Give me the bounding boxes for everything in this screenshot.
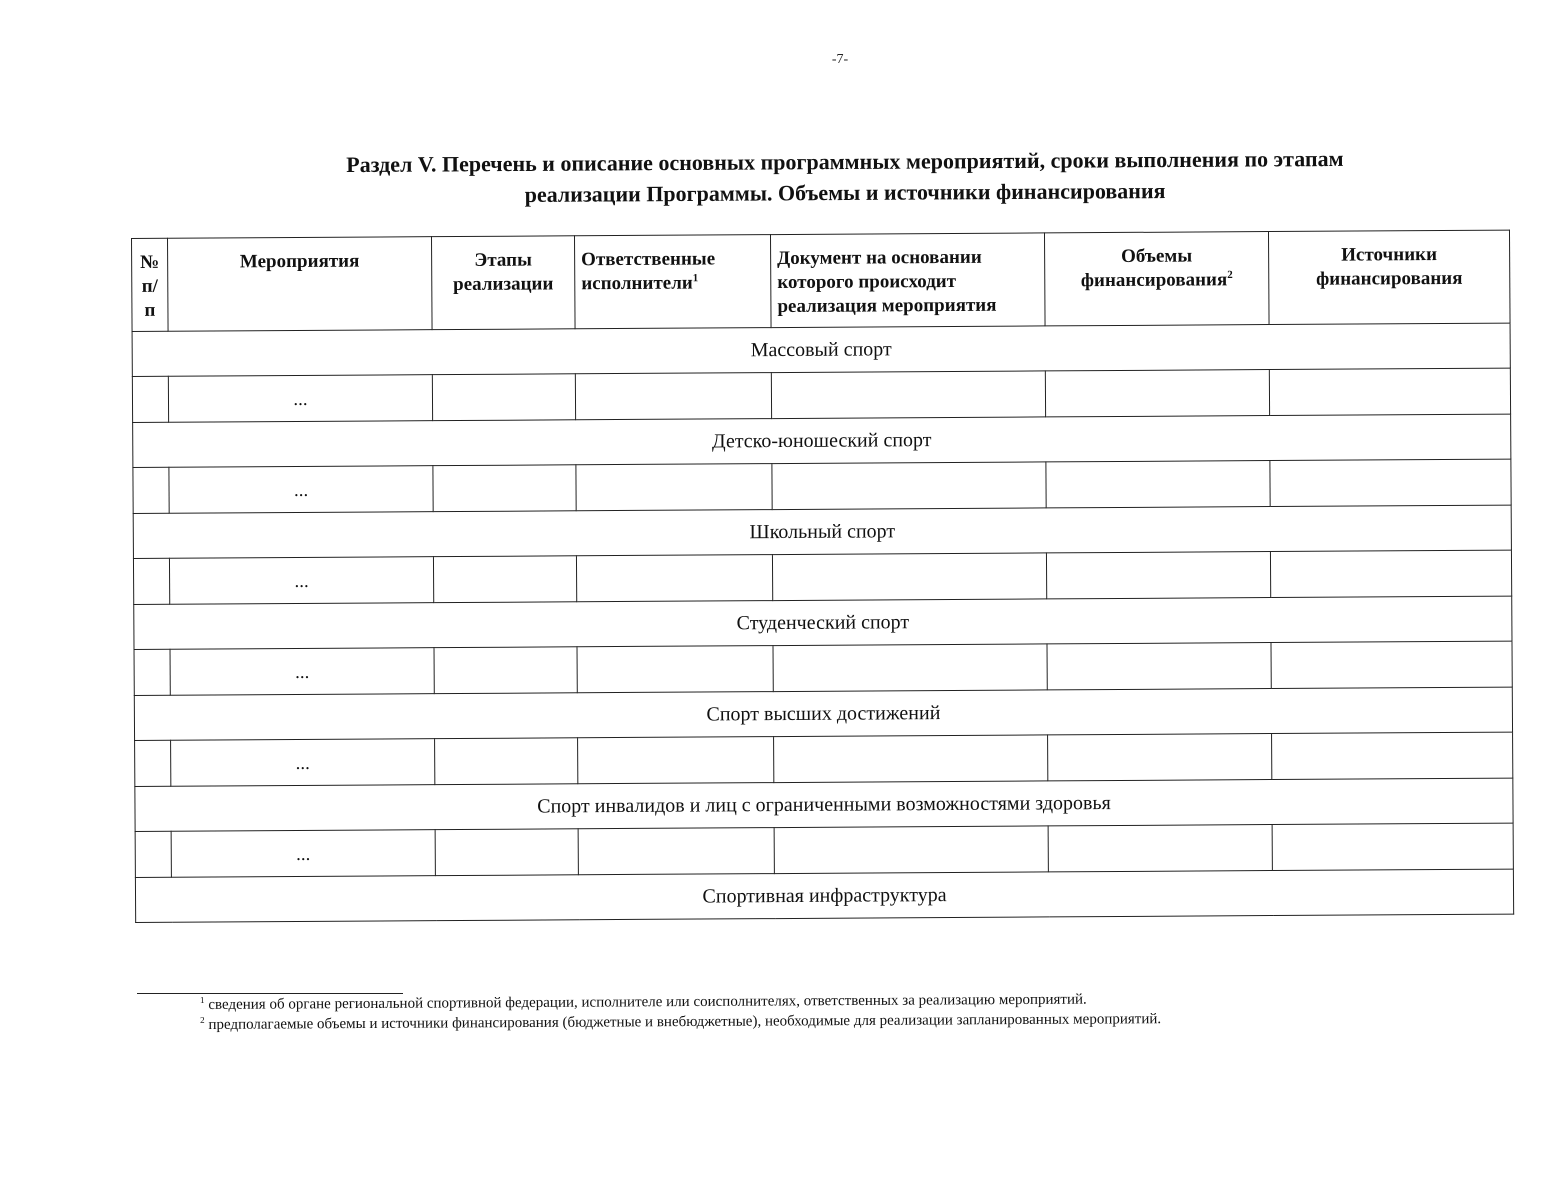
footnote-ref-1: 1 <box>692 272 699 285</box>
cell-document <box>772 553 1046 601</box>
table-row <box>132 368 1510 422</box>
header-activities: Мероприятия <box>168 237 433 332</box>
footnote-mark-2: 2 <box>200 1014 205 1025</box>
footnote-text-2: предполагаемые объемы и источники финансирования (бюджетные и внебюджетные), необходимые для реализации запланированных мероприятий. <box>208 1011 1162 1033</box>
cell-responsible <box>578 737 774 784</box>
cell-activity: ... <box>169 466 433 514</box>
cell-funding-volume <box>1048 825 1272 872</box>
page-number: -7- <box>831 52 849 67</box>
cell-funding-source <box>1272 823 1513 870</box>
footnote-ref-2: 2 <box>1227 268 1233 281</box>
cell-number <box>134 649 170 695</box>
cell-funding-volume <box>1047 643 1271 690</box>
cell-activity: ... <box>169 557 433 605</box>
cell-document <box>774 735 1048 783</box>
section-title-cell: Спортивная инфраструктура <box>135 869 1513 922</box>
cell-responsible <box>576 555 772 602</box>
header-funding-sources: Источники финансирования <box>1268 230 1510 324</box>
cell-stages <box>435 738 578 785</box>
section-title-cell: Детско-юношеский спорт <box>133 414 1511 467</box>
cell-stages <box>433 465 576 512</box>
section-title-cell: Спорт высших достижений <box>134 687 1512 740</box>
table-row <box>135 823 1513 877</box>
header-number: № п/ п <box>132 238 169 331</box>
section-title-cell: Студенческий спорт <box>134 596 1512 649</box>
table-header-row <box>132 230 1511 331</box>
cell-activity: ... <box>170 648 434 696</box>
cell-activity: ... <box>171 739 435 787</box>
footnote-mark-1: 1 <box>200 994 205 1005</box>
cell-funding-volume <box>1046 552 1270 599</box>
section-title-line-1: Раздел V. Перечень и описание основных программных мероприятий, сроки выполнения по этапам <box>346 145 1344 178</box>
cell-document <box>774 826 1048 874</box>
program-activities-table-wrapper <box>131 230 1513 923</box>
section-row-final <box>135 869 1513 922</box>
cell-stages <box>435 829 578 876</box>
cell-funding-volume <box>1046 461 1270 508</box>
cell-funding-source <box>1269 368 1510 415</box>
cell-document <box>771 371 1045 419</box>
cell-funding-volume <box>1048 734 1272 781</box>
header-responsible: Ответственные исполнители$^1$ <box>574 235 771 329</box>
cell-number <box>133 558 169 604</box>
cell-number <box>133 467 169 513</box>
cell-funding-source <box>1270 550 1511 597</box>
header-funding-volumes: Объемы финансирования$^2$ <box>1044 232 1269 326</box>
cell-document <box>772 462 1046 510</box>
cell-activity: ... <box>171 830 435 878</box>
cell-number <box>132 376 168 422</box>
cell-responsible <box>578 828 774 875</box>
cell-number <box>135 831 171 877</box>
program-activities-table <box>131 230 1514 923</box>
cell-funding-volume <box>1045 370 1269 417</box>
section-title-cell: Спорт инвалидов и лиц с ограниченными возможностями здоровья <box>135 778 1513 831</box>
section-title-cell: Массовый спорт <box>132 323 1510 376</box>
section-title-line-2: реализации Программы. Объемы и источники финансирования <box>524 178 1166 207</box>
section-title-cell: Школьный спорт <box>133 505 1511 558</box>
cell-funding-source <box>1271 641 1512 688</box>
table-row <box>133 459 1511 513</box>
table-row <box>135 732 1513 786</box>
header-document: Документ на основании которого происходит реализация мероприятия <box>770 233 1045 328</box>
cell-responsible <box>577 646 773 693</box>
footnotes <box>200 987 1450 1035</box>
cell-funding-source <box>1270 459 1511 506</box>
table-row <box>134 641 1512 695</box>
cell-number <box>135 740 171 786</box>
cell-activity: ... <box>168 375 432 423</box>
header-stages: Этапы реализации <box>431 236 575 330</box>
cell-funding-source <box>1272 732 1513 779</box>
cell-responsible <box>576 464 772 511</box>
cell-responsible <box>575 373 771 420</box>
cell-document <box>773 644 1047 692</box>
cell-stages <box>432 374 575 421</box>
cell-stages <box>433 556 576 603</box>
table-row <box>133 550 1511 604</box>
section-title <box>200 142 1490 212</box>
cell-stages <box>434 647 577 694</box>
footnote-text-1: сведения об органе региональной спортивной федерации, исполнителе или соисполнителях, ответственных за реализацию мероприятий. <box>208 991 1087 1013</box>
